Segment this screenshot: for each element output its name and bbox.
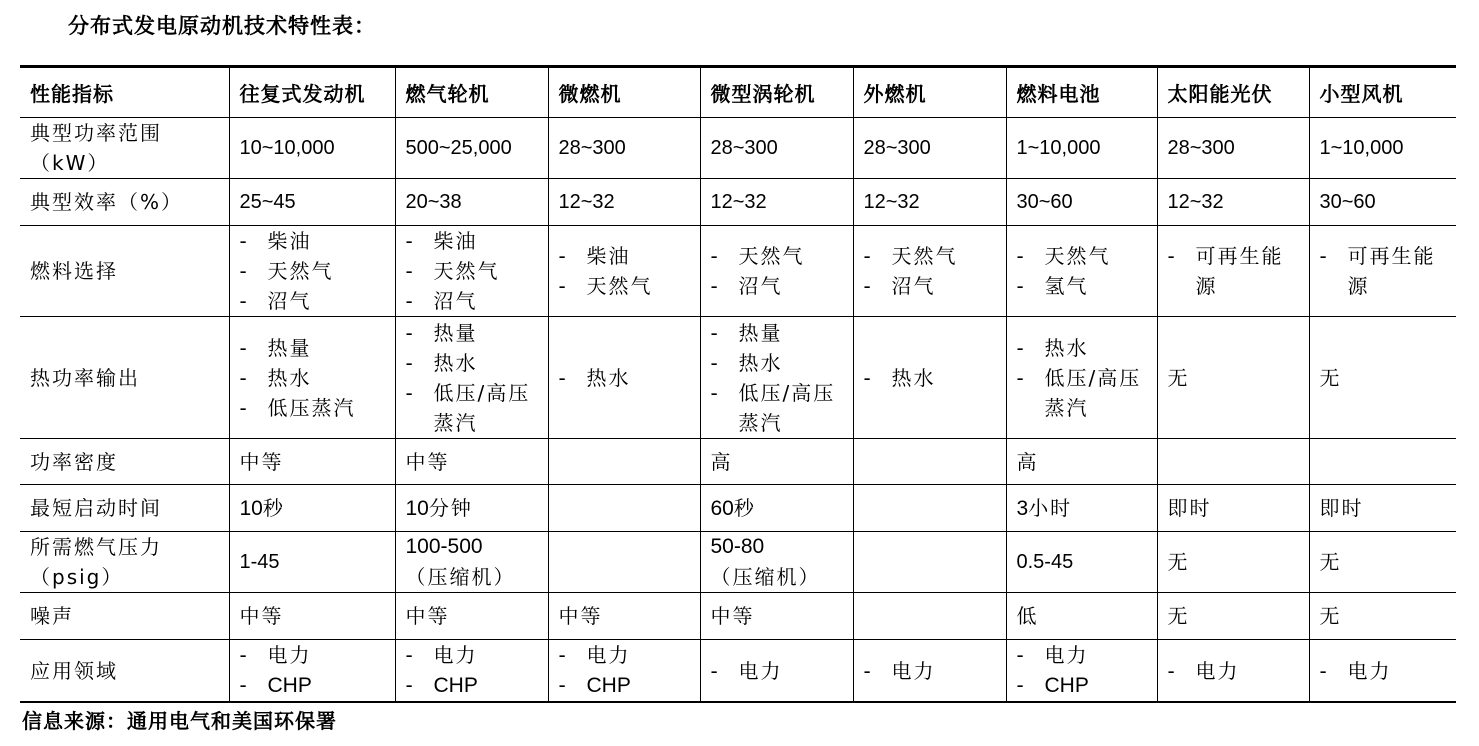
cell-empty (548, 485, 700, 532)
list-item: - 热水 (239, 365, 312, 390)
note-line: （压缩机） (710, 565, 821, 589)
cell-list (1157, 226, 1309, 317)
value-line: 50-80 (710, 535, 765, 558)
label-unit: （kW） (30, 151, 110, 175)
list-item: - 沼气 (710, 274, 783, 298)
cell-value (548, 439, 700, 485)
cell-value: 无 (1309, 317, 1456, 439)
cell-empty (548, 532, 700, 593)
list-item: - CHP (239, 673, 312, 697)
cell-list (1006, 640, 1157, 703)
list-item: - 电力 (1319, 658, 1392, 683)
table-caption: 分布式发电原动机技术特性表： (68, 14, 376, 38)
cell-value: 1~10,000 (1006, 118, 1157, 179)
header-row (20, 67, 1456, 118)
cell-value: 无 (1309, 532, 1456, 593)
cell-value (853, 439, 1006, 485)
cell-list (700, 317, 853, 439)
cell-list (395, 640, 548, 703)
table-row (20, 439, 1456, 485)
cell-value: 中等 (395, 593, 548, 640)
cell-value: 10秒 (229, 485, 395, 532)
list-item: - 电力 (405, 643, 478, 667)
list-item: - 天然气 (405, 259, 500, 283)
cell-value: 12~32 (548, 179, 700, 226)
list-item-continuation: 蒸汽 (433, 410, 478, 435)
cell-value (395, 532, 548, 593)
header-metric: 性能指标 (20, 67, 229, 118)
list-item: - CHP (1016, 673, 1089, 697)
header-solar-pv: 太阳能光伏 (1157, 67, 1309, 118)
row-label-power-range (20, 118, 229, 179)
cell-value (853, 593, 1006, 640)
list-item: - 电力 (863, 658, 936, 683)
cell-list (548, 317, 700, 439)
list-item: - 热水 (710, 350, 783, 375)
list-item-continuation: 源 (1347, 274, 1370, 298)
list-item: - 电力 (710, 658, 783, 683)
list-item: - 天然气 (558, 274, 653, 298)
cell-list (395, 226, 548, 317)
list-item: - 热量 (239, 335, 312, 360)
cell-list (229, 226, 395, 317)
cell-list (700, 226, 853, 317)
cell-empty (853, 485, 1006, 532)
list-item: - 柴油 (239, 229, 312, 253)
cell-value: 30~60 (1006, 179, 1157, 226)
label-unit: （psig） (30, 565, 124, 589)
list-item: - 天然气 (710, 244, 805, 268)
list-item: - 热水 (558, 365, 631, 390)
cell-list (700, 640, 853, 703)
cell-value: 60秒 (700, 485, 853, 532)
list-item: - 热水 (1016, 335, 1089, 360)
header-small-wind: 小型风机 (1309, 67, 1456, 118)
cell-list (395, 317, 548, 439)
header-gas-turbine: 燃气轮机 (395, 67, 548, 118)
list-item: - 电力 (558, 643, 631, 667)
cell-list (853, 640, 1006, 703)
cell-value: 28~300 (548, 118, 700, 179)
list-item: - 天然气 (1016, 244, 1111, 268)
cell-value (1157, 439, 1309, 485)
list-item: - 热水 (863, 365, 936, 390)
cell-value: 1-45 (229, 532, 395, 593)
row-label-application: 应用领域 (20, 640, 229, 703)
cell-list (1157, 640, 1309, 703)
cell-value: 28~300 (1157, 118, 1309, 179)
list-item: - 沼气 (863, 274, 936, 298)
cell-value: 高 (700, 439, 853, 485)
cell-value: 中等 (395, 439, 548, 485)
cell-value: 无 (1309, 593, 1456, 640)
header-external-combustion: 外燃机 (853, 67, 1006, 118)
list-item: - 沼气 (239, 289, 312, 313)
list-item: - 柴油 (405, 229, 478, 253)
header-microturbine: 微型涡轮机 (700, 67, 853, 118)
table-row (20, 226, 1456, 317)
list-item: - 热量 (405, 320, 478, 345)
list-item-continuation: 蒸汽 (1044, 395, 1089, 420)
cell-value: 1~10,000 (1309, 118, 1456, 179)
cell-list (548, 226, 700, 317)
cell-value: 12~32 (700, 179, 853, 226)
cell-value: 28~300 (700, 118, 853, 179)
value-line: 100-500 (405, 535, 483, 558)
cell-list (1309, 226, 1456, 317)
list-item: - CHP (405, 673, 478, 697)
list-item: - 柴油 (558, 244, 631, 268)
cell-value (700, 532, 853, 593)
list-item: - 电力 (1016, 643, 1089, 667)
cell-value: 500~25,000 (395, 118, 548, 179)
cell-value: 0.5-45 (1006, 532, 1157, 593)
table-row (20, 532, 1456, 593)
cell-value: 10~10,000 (229, 118, 395, 179)
cell-value: 即时 (1157, 485, 1309, 532)
list-item: - 低压蒸汽 (239, 395, 356, 420)
cell-value: 28~300 (853, 118, 1006, 179)
table-row (20, 593, 1456, 640)
list-item: - 低压/高压 (1016, 365, 1142, 390)
note-line: （压缩机） (405, 565, 516, 589)
table-row (20, 640, 1456, 703)
cell-value: 中等 (700, 593, 853, 640)
cell-value: 30~60 (1309, 179, 1456, 226)
cell-list (1006, 226, 1157, 317)
row-label-startup-time: 最短启动时间 (20, 485, 229, 532)
cell-value: 无 (1157, 317, 1309, 439)
list-item: - 可再生能 (1319, 244, 1436, 268)
header-reciprocating-engine: 往复式发动机 (229, 67, 395, 118)
header-micro-combustion: 微燃机 (548, 67, 700, 118)
cell-empty (853, 532, 1006, 593)
cell-value: 无 (1157, 532, 1309, 593)
cell-value: 3小时 (1006, 485, 1157, 532)
list-item-continuation: 蒸汽 (738, 410, 783, 435)
list-item: - 氢气 (1016, 274, 1089, 298)
cell-list (548, 640, 700, 703)
list-item: - 可再生能 (1167, 244, 1284, 268)
table-row (20, 485, 1456, 532)
list-item: - 低压/高压 (405, 380, 531, 405)
cell-list (853, 226, 1006, 317)
cell-value: 12~32 (1157, 179, 1309, 226)
list-item: - 低压/高压 (710, 380, 836, 405)
table-row (20, 118, 1456, 179)
cell-value: 中等 (548, 593, 700, 640)
cell-value: 低 (1006, 593, 1157, 640)
row-label-efficiency: 典型效率（%） (20, 179, 229, 226)
cell-list (1309, 640, 1456, 703)
row-label-heat-output: 热功率输出 (20, 317, 229, 439)
list-item-continuation: 源 (1195, 274, 1218, 298)
cell-list (229, 317, 395, 439)
list-item: - 天然气 (863, 244, 958, 268)
source-note: 信息来源：通用电气和美国环保署 (22, 709, 337, 733)
list-item: - 热量 (710, 320, 783, 345)
list-item: - 天然气 (239, 259, 334, 283)
cell-value: 中等 (229, 439, 395, 485)
cell-value: 中等 (229, 593, 395, 640)
list-item: - 电力 (239, 643, 312, 667)
cell-list (1006, 317, 1157, 439)
row-label-noise: 噪声 (20, 593, 229, 640)
list-item: - 电力 (1167, 658, 1240, 683)
list-item: - 沼气 (405, 289, 478, 313)
cell-list (853, 317, 1006, 439)
table-row (20, 179, 1456, 226)
row-label-power-density: 功率密度 (20, 439, 229, 485)
list-item: - 热水 (405, 350, 478, 375)
header-fuel-cell: 燃料电池 (1006, 67, 1157, 118)
cell-value: 高 (1006, 439, 1157, 485)
list-item: - CHP (558, 673, 631, 697)
row-label-gas-pressure (20, 532, 229, 593)
cell-value: 25~45 (229, 179, 395, 226)
cell-value (1309, 439, 1456, 485)
cell-value: 10分钟 (395, 485, 548, 532)
cell-value: 12~32 (853, 179, 1006, 226)
cell-value: 20~38 (395, 179, 548, 226)
label-line: 典型功率范围 (30, 121, 162, 145)
tech-spec-table (20, 65, 1456, 703)
cell-list (229, 640, 395, 703)
table-row (20, 317, 1456, 439)
cell-value: 无 (1157, 593, 1309, 640)
row-label-fuel: 燃料选择 (20, 226, 229, 317)
cell-value: 即时 (1309, 485, 1456, 532)
label-line: 所需燃气压力 (30, 535, 162, 559)
